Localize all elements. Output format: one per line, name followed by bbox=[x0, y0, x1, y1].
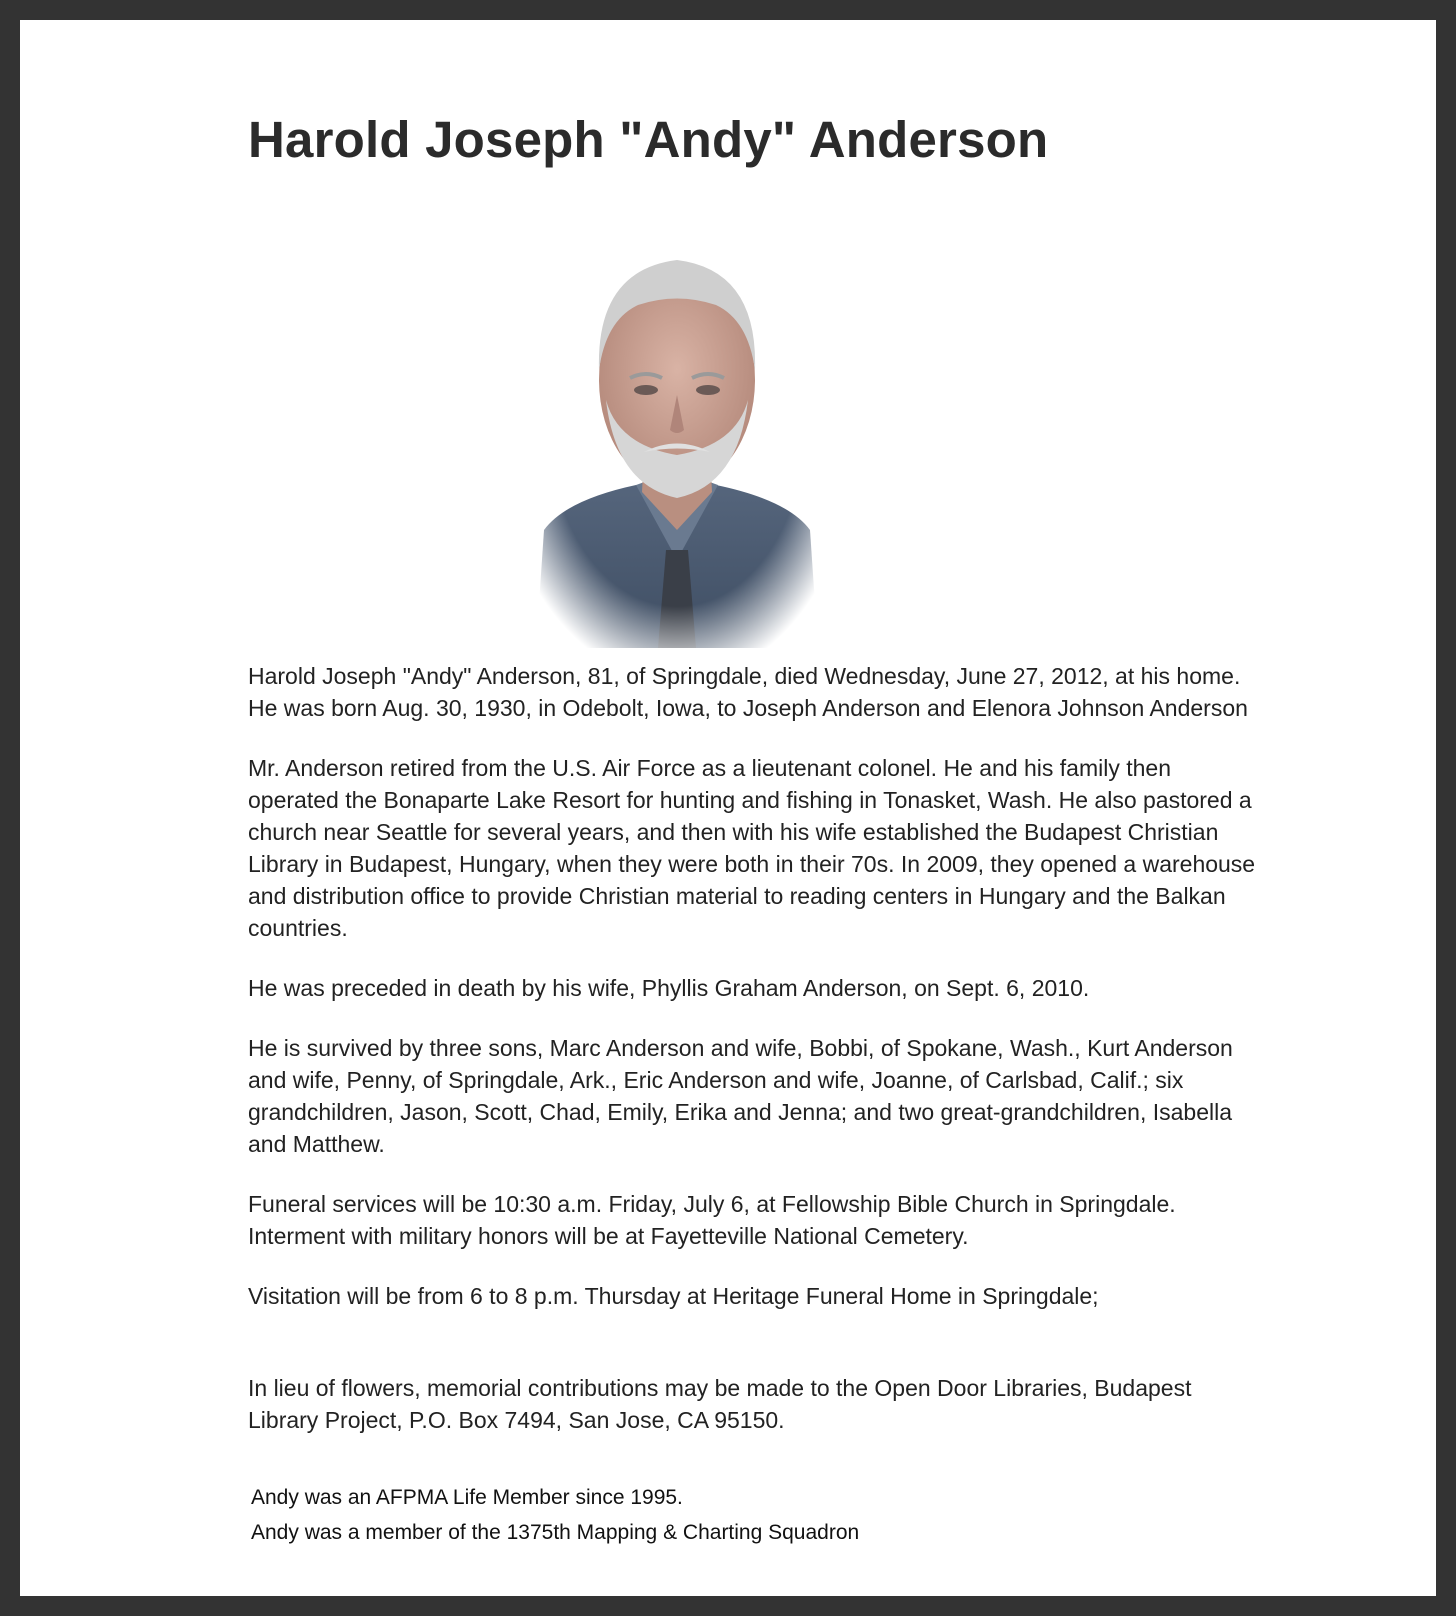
paragraph-funeral: Funeral services will be 10:30 a.m. Friday, July 6, at Fellowship Bible Church in Springdale. Interment with military honors will be at Fayetteville National Cemetery. bbox=[248, 1191, 1176, 1249]
portrait-photo bbox=[526, 230, 828, 648]
paragraph-survived: He is survived by three sons, Marc Anderson and wife, Bobbi, of Spokane, Wash., Kurt Anderson and wife, Penny, of Springdale, Ark., Eric Anderson and wife, Joanne, of Carlsbad, Calif.; six grandchildren, Jason, Scott, Chad, Emily, Erika and Jenna; and two great-grandchildren, Isabella and Matthew. bbox=[248, 1035, 1233, 1157]
obituary-text bbox=[248, 660, 1268, 1464]
note-afpma: Andy was an AFPMA Life Member since 1995. bbox=[251, 1486, 683, 1509]
portrait-photo-icon bbox=[526, 230, 828, 648]
page-frame bbox=[20, 20, 1436, 1596]
membership-notes bbox=[251, 1480, 859, 1550]
page-title: Harold Joseph "Andy" Anderson bbox=[248, 111, 1049, 168]
paragraph-preceded: He was preceded in death by his wife, Phyllis Graham Anderson, on Sept. 6, 2010. bbox=[248, 975, 1090, 1001]
paragraph-visitation: Visitation will be from 6 to 8 p.m. Thursday at Heritage Funeral Home in Springdale; bbox=[248, 1283, 1099, 1309]
note-squadron: Andy was a member of the 1375th Mapping & Charting Squadron bbox=[251, 1521, 860, 1544]
paragraph-memorial: In lieu of flowers, memorial contributions may be made to the Open Door Libraries, Budapest Library Project, P.O. Box 7494, San Jose, CA 95150. bbox=[248, 1375, 1192, 1433]
paragraph-birth: Harold Joseph "Andy" Anderson, 81, of Springdale, died Wednesday, June 27, 2012, at his home. He was born Aug. 30, 1930, in Odebolt, Iowa, to Joseph Anderson and Elenora Johnson Anderson bbox=[248, 663, 1248, 721]
paragraph-career: Mr. Anderson retired from the U.S. Air Force as a lieutenant colonel. He and his family then operated the Bonaparte Lake Resort for hunting and fishing in Tonasket, Wash. He also pastored a church near Seattle for several years, and then with his wife established the Budapest Christian Library in Budapest, Hungary, when they were both in their 70s. In 2009, they opened a warehouse and distribution office to provide Christian material to reading centers in Hungary and the Balkan countries. bbox=[248, 755, 1256, 941]
